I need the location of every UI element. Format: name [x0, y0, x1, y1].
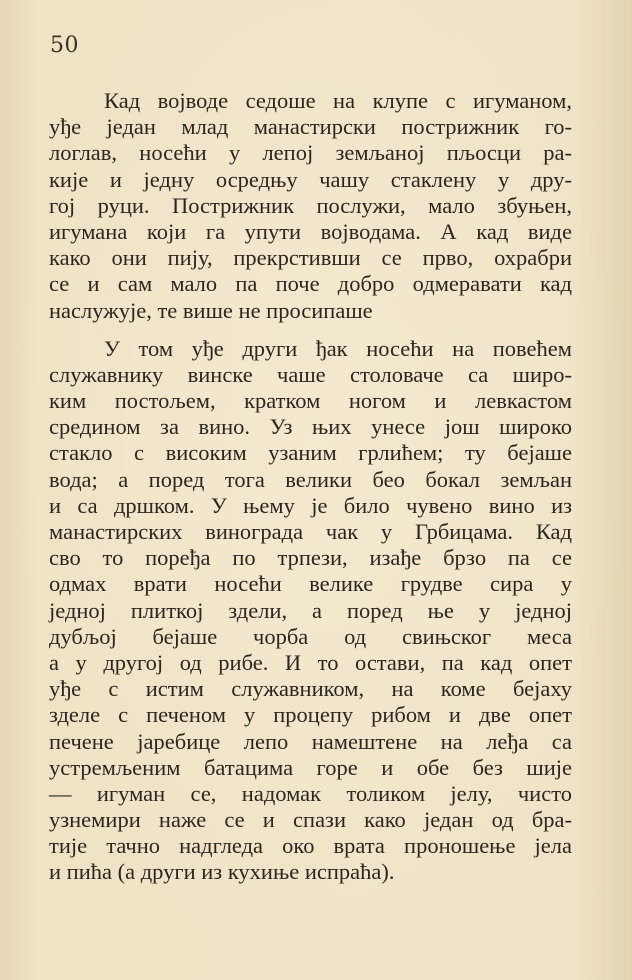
text-line: вода; а поред тога велики бео бокал земљан	[49, 466, 572, 492]
text-line: устремљеним батацима горе и обе без шије	[49, 754, 572, 780]
paragraph-gap	[49, 324, 572, 336]
text-line: кије и једну осредњу чашу стаклену у дру-	[49, 166, 572, 192]
body-text	[49, 88, 572, 886]
text-line: уђе један млад манастирски пострижник го-	[49, 114, 572, 140]
text-line: стакло с високим узаним грлићем; ту бејаше	[49, 440, 572, 466]
text-line: наслужује, те више не просипаше	[49, 297, 373, 323]
text-line: узнемири наже се и спази како један од бра-	[49, 807, 572, 833]
page-number: 50	[50, 33, 79, 58]
paragraph-1	[49, 88, 572, 324]
text-line: — игуман се, надомак толиком јелу, чисто	[49, 780, 572, 806]
text-line: ким постољем, кратком ногом и левкастом	[49, 388, 572, 414]
text-line: служавнику винске чаше столоваче са широ-	[49, 361, 572, 387]
text-line: се и сам мало па поче добро одмеравати кад	[49, 271, 572, 297]
text-line: логлав, носећи у лепој земљаној пљосци ра-	[49, 140, 572, 166]
text-line: игумана који га упути војводама. А кад виде	[49, 218, 572, 244]
text-line: уђе с истим служавником, на коме бејаху	[49, 676, 572, 702]
text-line: одмах врати носећи велике грудве сира у	[49, 571, 572, 597]
text-line: једној плиткој здели, а поред ње у једној	[49, 597, 572, 623]
text-line: Кад војводе седоше на клупе с игуманом,	[104, 88, 572, 113]
text-line: и пића (а други из кухиње испраћа).	[49, 859, 395, 885]
text-line: и са дршком. У њему је било чувено вино из	[49, 492, 572, 518]
text-line: дубљој бејаше чорба од свињског меса	[49, 623, 572, 649]
text-line: сво то поређа по трпези, изађе брзо па се	[49, 545, 572, 571]
text-line: тије тачно надгледа око врата проношење јела	[49, 833, 572, 859]
text-line: зделе с печеном у процепу рибом и две опет	[49, 702, 572, 728]
paragraph-2	[49, 336, 572, 886]
text-line: печене јаребице лепо намештене на леђа са	[49, 728, 572, 754]
text-line: У том уђе други ђак носећи на повећем	[104, 335, 572, 361]
text-line: манастирских винограда чак у Грбицама. Кад	[49, 519, 572, 544]
text-line: а у другој од рибе. И то остави, па кад опет	[49, 649, 572, 675]
text-line: гој руци. Пострижник послужи, мало збуњен,	[49, 192, 572, 218]
text-line: како они пију, прекрстивши се прво, охрабри	[49, 245, 572, 271]
text-line: средином за вино. Уз њих унесе још широко	[49, 414, 572, 440]
